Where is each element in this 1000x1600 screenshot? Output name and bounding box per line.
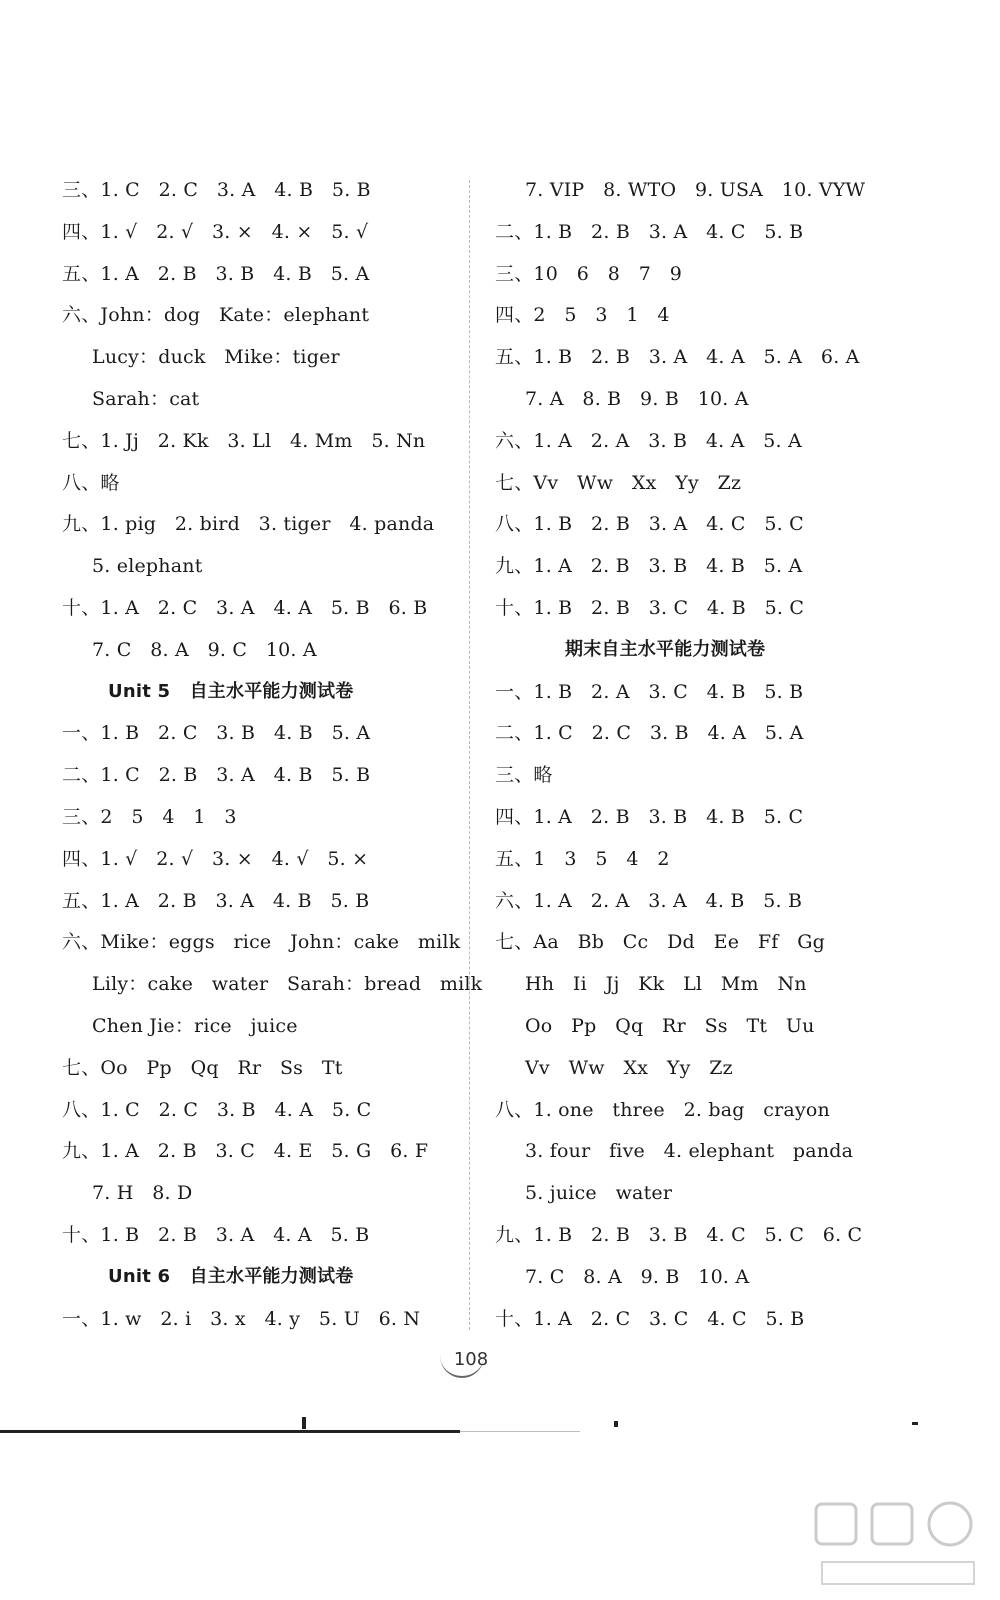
bottom-rule	[0, 1430, 460, 1433]
left-answer-column	[62, 176, 483, 1346]
answer-line: 六、1. A 2. A 3. B 4. A 5. A	[495, 429, 802, 452]
answer-line: 四、1. √ 2. √ 3. × 4. × 5. √	[62, 220, 369, 243]
bottom-rule-extension	[460, 1431, 580, 1432]
answer-line: 十、1. B 2. B 3. C 4. B 5. C	[495, 596, 805, 619]
answer-line: 五、1. A 2. B 3. B 4. B 5. A	[62, 262, 370, 285]
answer-line: Lucy：duck Mike：tiger	[92, 346, 340, 369]
answer-line: 五、1. A 2. B 3. A 4. B 5. B	[62, 889, 370, 912]
answer-line: 四、1. √ 2. √ 3. × 4. √ 5. ×	[62, 847, 369, 870]
answer-line: Chen Jie：rice juice	[92, 1014, 298, 1037]
answer-line: 十、1. A 2. C 3. C 4. C 5. B	[495, 1307, 805, 1330]
answer-line: 七、Oo Pp Qq Rr Ss Tt	[62, 1056, 343, 1079]
answer-line: 四、1. A 2. B 3. B 4. B 5. C	[495, 805, 804, 828]
answer-line: 六、1. A 2. A 3. A 4. B 5. B	[495, 889, 803, 912]
answer-line: 九、1. pig 2. bird 3. tiger 4. panda	[62, 513, 435, 536]
answer-line: 六、John：dog Kate：elephant	[62, 304, 370, 327]
scan-speck	[302, 1417, 306, 1429]
answer-line: 三、10 6 8 7 9	[495, 262, 683, 285]
answer-line: 十、1. B 2. B 3. A 4. A 5. B	[62, 1223, 370, 1246]
scan-speck	[912, 1422, 918, 1425]
answer-line: 八、1. C 2. C 3. B 4. A 5. C	[62, 1098, 372, 1121]
answer-line: 六、Mike：eggs rice John：cake milk	[62, 931, 461, 954]
answer-line: 一、1. w 2. i 3. x 4. y 5. U 6. N	[62, 1307, 421, 1330]
answer-line: 7. VIP 8. WTO 9. USA 10. VYW	[525, 179, 866, 201]
answer-line: 七、Vv Ww Xx Yy Zz	[495, 471, 742, 494]
page-number: 108	[453, 1349, 489, 1370]
answer-line: Vv Ww Xx Yy Zz	[525, 1056, 733, 1079]
answer-line: 7. C 8. A 9. B 10. A	[525, 1265, 750, 1288]
answer-line: 7. A 8. B 9. B 10. A	[525, 387, 749, 410]
answer-line: Hh Ii Jj Kk Ll Mm Nn	[525, 973, 807, 996]
answer-line: 二、1. B 2. B 3. A 4. C 5. B	[495, 220, 804, 243]
answer-line: 三、2 5 4 1 3	[62, 805, 237, 828]
answer-line: 五、1. B 2. B 3. A 4. A 5. A 6. A	[495, 346, 860, 369]
answer-line: 5. juice water	[525, 1182, 673, 1205]
answer-line: 十、1. A 2. C 3. A 4. A 5. B 6. B	[62, 596, 428, 619]
answer-line: 3. four five 4. elephant panda	[525, 1140, 854, 1163]
answer-line: 九、1. A 2. B 3. B 4. B 5. A	[495, 555, 803, 578]
answer-line: 5. elephant	[92, 555, 203, 578]
answer-line: 九、1. B 2. B 3. B 4. C 5. C 6. C	[495, 1223, 863, 1246]
answer-line: 7. C 8. A 9. C 10. A	[92, 638, 317, 661]
answer-line: 九、1. A 2. B 3. C 4. E 5. G 6. F	[62, 1140, 429, 1163]
section-heading: Unit 5 自主水平能力测试卷	[108, 680, 354, 702]
answer-line: 八、略	[62, 471, 120, 494]
answer-line: 七、Aa Bb Cc Dd Ee Ff Gg	[495, 931, 825, 954]
answer-line: 四、2 5 3 1 4	[495, 304, 670, 327]
answer-line: 三、略	[495, 764, 553, 787]
right-answer-column	[495, 176, 895, 1346]
answer-line: 三、1. C 2. C 3. A 4. B 5. B	[62, 179, 371, 201]
answer-line: 二、1. C 2. B 3. A 4. B 5. B	[62, 764, 371, 787]
section-heading: 期末自主水平能力测试卷	[565, 638, 766, 660]
scan-speck	[614, 1421, 618, 1427]
answer-line: 7. H 8. D	[92, 1182, 193, 1205]
answer-line: 五、1 3 5 4 2	[495, 847, 670, 870]
section-heading: Unit 6 自主水平能力测试卷	[108, 1265, 354, 1287]
answer-line: 一、1. B 2. A 3. C 4. B 5. B	[495, 680, 804, 703]
answer-line: 八、1. B 2. B 3. A 4. C 5. C	[495, 513, 804, 536]
answer-line: Lily：cake water Sarah：bread milk	[92, 973, 483, 996]
answer-line: 二、1. C 2. C 3. B 4. A 5. A	[495, 722, 804, 745]
answer-line: 八、1. one three 2. bag crayon	[495, 1098, 830, 1121]
answer-line: 一、1. B 2. C 3. B 4. B 5. A	[62, 722, 371, 745]
answer-line: Oo Pp Qq Rr Ss Tt Uu	[525, 1014, 815, 1037]
answer-line: 七、1. Jj 2. Kk 3. Ll 4. Mm 5. Nn	[62, 429, 426, 452]
column-divider	[469, 180, 470, 1330]
answer-line: Sarah：cat	[92, 387, 200, 410]
watermark-logo	[812, 1498, 982, 1593]
